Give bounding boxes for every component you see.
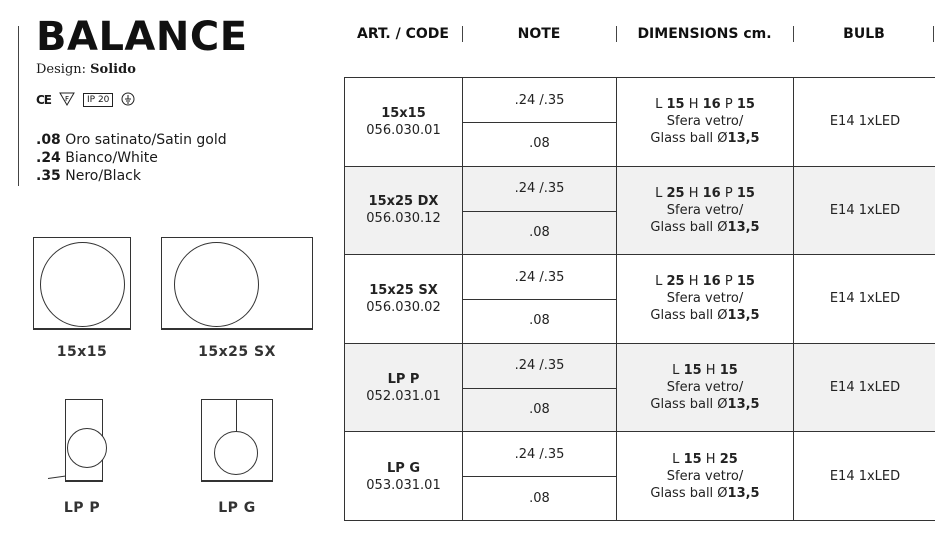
dim-key: H bbox=[688, 185, 699, 201]
ball-diameter: 13,5 bbox=[727, 131, 760, 147]
dim-value: 16 bbox=[702, 97, 721, 113]
note-finishes: .24 /.35 bbox=[463, 167, 616, 212]
dim-key: H bbox=[688, 97, 699, 113]
finish-item bbox=[36, 149, 227, 167]
dim-key: P bbox=[724, 185, 733, 201]
finish-code: .35 bbox=[36, 168, 61, 184]
ball-diameter: 13,5 bbox=[727, 219, 760, 235]
note-cell bbox=[463, 344, 617, 432]
ball-label: Glass ball Ø bbox=[650, 308, 728, 324]
dim-value: 16 bbox=[702, 185, 721, 201]
dimensions-cell bbox=[617, 255, 794, 343]
dim-value: 25 bbox=[666, 185, 685, 201]
model-label: 15x25 SX bbox=[198, 344, 276, 360]
table-row bbox=[345, 432, 935, 521]
glass-ball-icon bbox=[67, 428, 107, 468]
finish-code: .24 bbox=[36, 150, 61, 166]
lamp-seam bbox=[236, 399, 237, 432]
lamp-base bbox=[201, 480, 273, 482]
dim-value: 16 bbox=[702, 274, 721, 290]
art-cell bbox=[345, 255, 463, 343]
class-ii-ground-icon bbox=[121, 92, 135, 109]
dimensions-cell bbox=[617, 432, 794, 521]
divider-line bbox=[18, 26, 19, 186]
finish-name: Bianco/White bbox=[65, 150, 158, 166]
dimension-ball bbox=[650, 485, 759, 502]
note-cell bbox=[463, 432, 617, 521]
ball-diameter: 13,5 bbox=[727, 397, 760, 413]
dimension-ball bbox=[650, 130, 759, 147]
header-art-code: ART. / CODE bbox=[357, 26, 449, 42]
dimensions-cell bbox=[617, 78, 794, 166]
article-name: 15x25 SX bbox=[369, 282, 438, 298]
bulb-cell: E14 1xLED bbox=[829, 202, 901, 218]
art-cell bbox=[345, 432, 463, 521]
note-cell bbox=[463, 78, 617, 166]
lamp-base bbox=[161, 328, 313, 330]
f-mark-letter: F bbox=[65, 94, 70, 103]
article-code: 056.030.02 bbox=[366, 299, 441, 315]
article-name: LP P bbox=[387, 371, 420, 387]
lamp-base bbox=[33, 328, 131, 330]
dimensions-cell bbox=[617, 344, 794, 432]
dim-key: P bbox=[724, 97, 733, 113]
dim-value: 25 bbox=[719, 452, 738, 468]
bulb-cell: E14 1xLED bbox=[829, 291, 901, 307]
note-cell bbox=[463, 167, 617, 255]
dim-value: 15 bbox=[736, 185, 755, 201]
ball-diameter: 13,5 bbox=[727, 308, 760, 324]
model-label: 15x15 bbox=[56, 344, 108, 360]
model-label: LP P bbox=[63, 500, 101, 516]
dimension-values bbox=[655, 273, 755, 290]
note-finish-gold: .08 bbox=[529, 313, 550, 329]
ball-label: Glass ball Ø bbox=[650, 219, 728, 235]
f-mark-icon bbox=[59, 92, 75, 109]
dim-value: 15 bbox=[666, 97, 685, 113]
dimension-ball bbox=[650, 219, 759, 236]
note-finishes: .24 /.35 bbox=[463, 344, 616, 389]
dimension-material: Sfera vetro/ bbox=[666, 202, 744, 218]
note-finishes: .24 /.35 bbox=[463, 432, 616, 477]
header-dimensions: DIMENSIONS cm. bbox=[637, 26, 772, 42]
dim-key: H bbox=[705, 452, 716, 468]
article-name: 15x25 DX bbox=[368, 194, 439, 210]
dim-key: L bbox=[655, 274, 663, 290]
dim-key: P bbox=[724, 274, 733, 290]
glass-ball-icon bbox=[214, 431, 258, 475]
dimension-values bbox=[672, 362, 738, 379]
article-name: LP G bbox=[386, 460, 420, 476]
dim-key: H bbox=[688, 274, 699, 290]
dimension-values bbox=[655, 96, 755, 113]
finish-item bbox=[36, 131, 227, 149]
dim-key: L bbox=[655, 185, 663, 201]
finish-item bbox=[36, 167, 227, 185]
ball-label: Glass ball Ø bbox=[650, 397, 728, 413]
note-finish-gold: .08 bbox=[529, 491, 550, 507]
bulb-cell: E14 1xLED bbox=[829, 114, 901, 130]
note-finishes: .24 /.35 bbox=[463, 255, 616, 300]
dim-value: 15 bbox=[683, 452, 702, 468]
dim-value: 15 bbox=[736, 274, 755, 290]
header-note: NOTE bbox=[517, 26, 561, 42]
lamp-base bbox=[65, 480, 103, 482]
dim-key: L bbox=[672, 452, 680, 468]
ce-mark-icon: CE bbox=[36, 93, 52, 107]
table-row bbox=[345, 78, 935, 167]
dimension-ball bbox=[650, 396, 759, 413]
glass-ball-icon bbox=[40, 242, 125, 327]
dimension-values bbox=[672, 451, 738, 468]
note-finish-gold: .08 bbox=[529, 224, 550, 240]
glass-ball-icon bbox=[174, 242, 259, 327]
table-row bbox=[345, 255, 935, 344]
header-bulb: BULB bbox=[843, 26, 885, 42]
bulb-cell: E14 1xLED bbox=[829, 469, 901, 485]
article-code: 053.031.01 bbox=[366, 477, 441, 493]
finish-name: Oro satinato/Satin gold bbox=[65, 132, 227, 148]
bulb-cell: E14 1xLED bbox=[829, 380, 901, 396]
dimension-material: Sfera vetro/ bbox=[666, 114, 744, 130]
note-cell bbox=[463, 255, 617, 343]
art-cell bbox=[345, 167, 463, 255]
product-title: BALANCE bbox=[36, 14, 248, 60]
dimension-material: Sfera vetro/ bbox=[666, 469, 744, 485]
finish-code: .08 bbox=[36, 132, 61, 148]
dim-value: 15 bbox=[736, 97, 755, 113]
article-code: 056.030.01 bbox=[366, 122, 441, 138]
finish-name: Nero/Black bbox=[65, 168, 141, 184]
dimension-material: Sfera vetro/ bbox=[666, 380, 744, 396]
design-label: Design: bbox=[36, 62, 87, 77]
product-table bbox=[344, 77, 935, 521]
note-finish-gold: .08 bbox=[529, 136, 550, 152]
dim-key: H bbox=[705, 363, 716, 379]
power-cable bbox=[48, 475, 66, 478]
model-label: LP G bbox=[218, 500, 256, 516]
dimension-values bbox=[655, 185, 755, 202]
article-code: 052.031.01 bbox=[366, 388, 441, 404]
dimension-material: Sfera vetro/ bbox=[666, 291, 744, 307]
ball-label: Glass ball Ø bbox=[650, 131, 728, 147]
note-finish-gold: .08 bbox=[529, 402, 550, 418]
designer-name: Solido bbox=[90, 62, 136, 77]
designer-credit bbox=[36, 62, 136, 77]
article-name: 15x15 bbox=[381, 105, 426, 121]
ball-diameter: 13,5 bbox=[727, 486, 760, 502]
certification-marks bbox=[36, 92, 135, 108]
art-cell bbox=[345, 344, 463, 432]
ip-rating-icon: IP 20 bbox=[83, 93, 113, 107]
dim-value: 25 bbox=[666, 274, 685, 290]
dimensions-cell bbox=[617, 167, 794, 255]
finish-list bbox=[36, 131, 227, 185]
dimension-ball bbox=[650, 307, 759, 324]
table-row bbox=[345, 344, 935, 433]
note-finishes: .24 /.35 bbox=[463, 78, 616, 123]
article-code: 056.030.12 bbox=[366, 211, 441, 227]
dim-key: L bbox=[672, 363, 680, 379]
dim-value: 15 bbox=[719, 363, 738, 379]
ball-label: Glass ball Ø bbox=[650, 486, 728, 502]
dim-key: L bbox=[655, 97, 663, 113]
table-row bbox=[345, 167, 935, 256]
art-cell bbox=[345, 78, 463, 166]
header-separator bbox=[933, 26, 934, 42]
dim-value: 15 bbox=[683, 363, 702, 379]
